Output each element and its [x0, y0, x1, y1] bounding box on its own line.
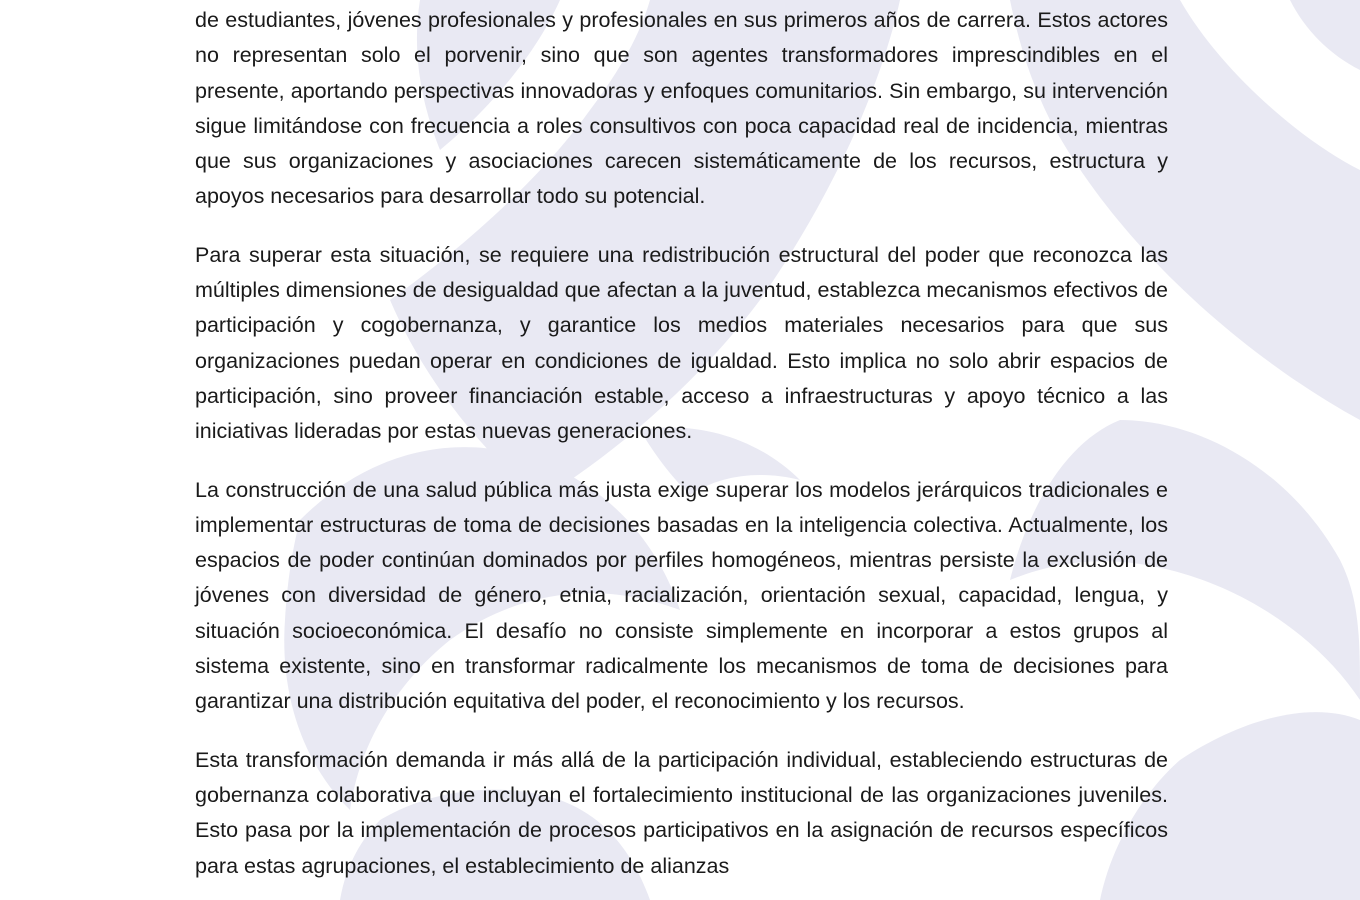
- document-body: [195, 3, 1168, 900]
- paragraph: La construcción de una salud pública más justa exige superar los modelos jerárquicos tradicionales e implementar estructuras de toma de decisiones basadas en la inteligencia colectiva. Actualmente, los espacios de poder continúan dominados por perfiles homogéneos, mientras persiste la exclusión de jóvenes con diversidad de género, etnia, racialización, orientación sexual, capacidad, lengua, y situación socioeconómica. El desafío no consiste simplemente en incorporar a estos grupos al sistema existente, sino en transformar radicalmente los mecanismos de toma de decisiones para garantizar una distribución equitativa del poder, el reconocimiento y los recursos.: [195, 477, 1168, 714]
- paragraph: Para superar esta situación, se requiere una redistribución estructural del poder que reconozca las múltiples dimensiones de desigualdad que afectan a la juventud, establezca mecanismos efectivos de participación y cogobernanza, y garantice los medios materiales necesarios para que sus organizaciones puedan operar en condiciones de igualdad. Esto implica no solo abrir espacios de participación, sino proveer financiación estable, acceso a infraestructuras y apoyo técnico a las iniciativas lideradas por estas nuevas generaciones.: [195, 242, 1168, 444]
- paragraph: de estudiantes, jóvenes profesionales y profesionales en sus primeros años de carrera. Estos actores no representan solo el porvenir, sino que son agentes transformadores imprescindibles en el presente, aportando perspectivas innovadoras y enfoques comunitarios. Sin embargo, su intervención sigue limitándose con frecuencia a roles consultivos con poca capacidad real de incidencia, mientras que sus organizaciones y asociaciones carecen sistemáticamente de los recursos, estructura y apoyos necesarios para desarrollar todo su potencial.: [195, 8, 1168, 209]
- paragraph: Esta transformación demanda ir más allá de la participación individual, estableciendo estructuras de gobernanza colaborativa que incluyan el fortalecimiento institucional de las organizaciones juveniles. Esto pasa por la implementación de procesos participativos en la asignación de recursos específicos para estas agrupaciones, el establecimiento de alianzas: [195, 747, 1168, 878]
